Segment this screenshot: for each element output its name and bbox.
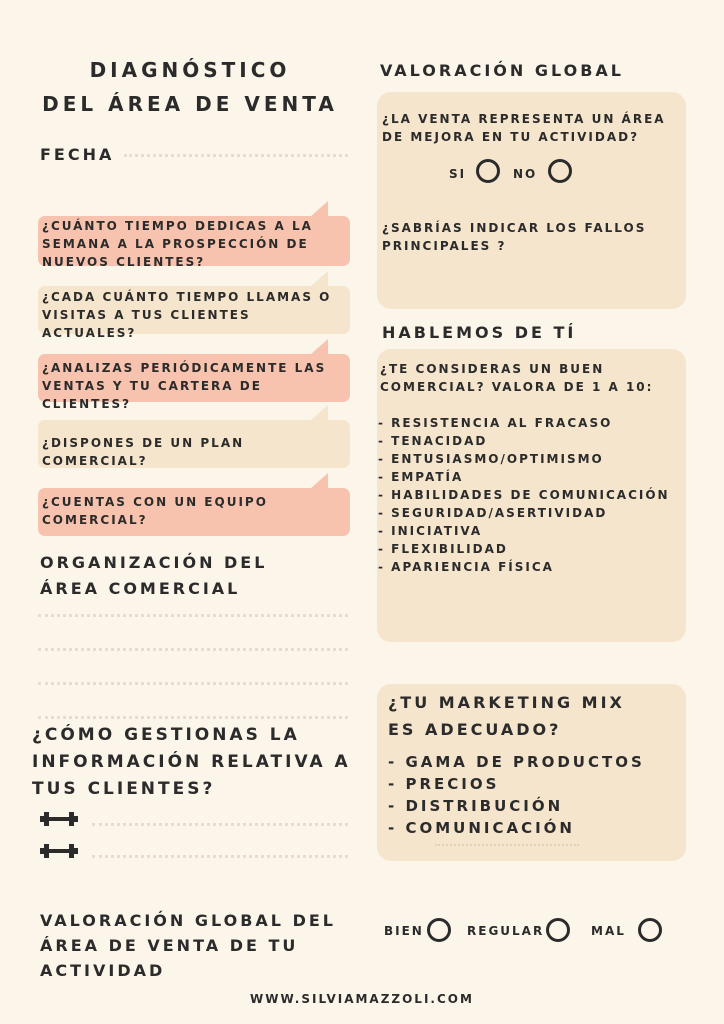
hablemos-heading: HABLEMOS DE TÍ — [382, 323, 577, 342]
si-radio[interactable] — [476, 159, 500, 183]
question-1: ¿CUÁNTO TIEMPO DEDICAS A LA SEMANA A LA PROSPECCIÓN DE NUEVOS CLIENTES? — [42, 219, 313, 269]
list-item: - ENTUSIASMO/OPTIMISMO — [378, 452, 604, 466]
bien-label: BIEN — [384, 924, 424, 938]
list-item: - COMUNICACIÓN — [388, 819, 575, 837]
valoracion-final-line-3: ACTIVIDAD — [40, 961, 166, 980]
gestion-field-2[interactable] — [92, 855, 348, 858]
list-item: - TENACIDAD — [378, 434, 488, 448]
list-item: - INICIATIVA — [378, 524, 483, 538]
bubble-tail-5 — [310, 473, 328, 489]
list-item: - APARIENCIA FÍSICA — [378, 560, 554, 574]
organizacion-heading — [40, 550, 267, 601]
question-bubble-4 — [38, 420, 350, 468]
marketing-divider — [435, 844, 579, 846]
marketing-heading — [388, 690, 625, 742]
question-4: ¿DISPONES DE UN PLAN COMERCIAL? — [42, 436, 245, 468]
organizacion-line-1: ORGANIZACIÓN DEL — [40, 553, 268, 572]
list-item: - PRECIOS — [388, 775, 500, 793]
mal-label: MAL — [591, 924, 626, 938]
mal-radio[interactable] — [638, 918, 662, 942]
list-item: - EMPATÍA — [378, 470, 464, 484]
bubble-tail-1 — [310, 201, 328, 217]
marketing-list — [388, 751, 645, 839]
question-bubble-2 — [38, 286, 350, 340]
list-item: - RESISTENCIA AL FRACASO — [378, 416, 613, 430]
organizacion-line-2: ÁREA COMERCIAL — [40, 579, 241, 598]
gestion-line-3: TUS CLIENTES? — [32, 779, 216, 799]
question-bubble-3 — [38, 354, 350, 411]
question-5: ¿CUENTAS CON UN EQUIPO COMERCIAL? — [42, 495, 268, 527]
list-item: - HABILIDADES DE COMUNICACIÓN — [378, 488, 670, 502]
organizacion-field-4[interactable] — [38, 716, 348, 719]
organizacion-field-2[interactable] — [38, 648, 348, 651]
hablemos-question: ¿TE CONSIDERAS UN BUEN COMERCIAL? VALORA DE 1 A 10: — [380, 362, 654, 394]
valoracion-question-1: ¿LA VENTA REPRESENTA UN ÁREA DE MEJORA EN TU ACTIVIDAD? — [382, 112, 666, 144]
regular-label: REGULAR — [467, 924, 545, 938]
list-item: - SEGURIDAD/ASERTIVIDAD — [378, 506, 608, 520]
bubble-tail-4 — [310, 405, 328, 421]
question-bubble-1 — [38, 216, 350, 269]
question-2: ¿CADA CUÁNTO TIEMPO LLAMAS O VISITAS A TUS CLIENTES ACTUALES? — [42, 290, 332, 340]
bubble-tail-2 — [310, 271, 328, 287]
marketing-line-1: ¿TU MARKETING MIX — [388, 693, 625, 712]
valoracion-final-line-2: ÁREA DE VENTA DE TU — [40, 936, 299, 955]
title-line-2: DEL ÁREA DE VENTA — [42, 92, 338, 116]
gestion-line-2: INFORMACIÓN RELATIVA A — [32, 752, 351, 772]
valoracion-global-card — [377, 92, 686, 309]
fecha-label: FECHA — [40, 145, 115, 164]
no-radio[interactable] — [548, 159, 572, 183]
valoracion-final-line-1: VALORACIÓN GLOBAL DEL — [40, 911, 336, 930]
regular-radio[interactable] — [546, 918, 570, 942]
si-label: SI — [449, 167, 467, 181]
hablemos-card — [377, 349, 686, 642]
bubble-tail-3 — [310, 339, 328, 355]
list-item: - GAMA DE PRODUCTOS — [388, 753, 645, 771]
marketing-line-2: ES ADECUADO? — [388, 720, 562, 739]
title-line-1: DIAGNÓSTICO — [89, 58, 291, 82]
dumbbell-icon — [40, 811, 78, 827]
valoracion-final-heading — [40, 908, 336, 983]
organizacion-field-3[interactable] — [38, 682, 348, 685]
valoracion-global-heading: VALORACIÓN GLOBAL — [380, 61, 624, 80]
valoracion-question-2: ¿SABRÍAS INDICAR LOS FALLOS PRINCIPALES ? — [382, 221, 647, 253]
bien-radio[interactable] — [427, 918, 451, 942]
list-item: - DISTRIBUCIÓN — [388, 797, 564, 815]
footer-website[interactable]: WWW.SILVIAMAZZOLI.COM — [250, 992, 474, 1006]
gestion-line-1: ¿CÓMO GESTIONAS LA — [32, 725, 300, 745]
question-3: ¿ANALIZAS PERIÓDICAMENTE LAS VENTAS Y TU CARTERA DE CLIENTES? — [42, 361, 327, 411]
page-title — [18, 56, 362, 118]
list-item: - FLEXIBILIDAD — [378, 542, 508, 556]
gestion-field-1[interactable] — [92, 823, 348, 826]
fecha-field[interactable] — [124, 154, 348, 157]
organizacion-field-1[interactable] — [38, 614, 348, 617]
gestion-heading — [32, 722, 351, 803]
question-bubble-5 — [38, 488, 350, 536]
marketing-card — [377, 684, 686, 861]
no-label: NO — [513, 167, 538, 181]
dumbbell-icon — [40, 843, 78, 859]
hablemos-list — [378, 414, 670, 576]
